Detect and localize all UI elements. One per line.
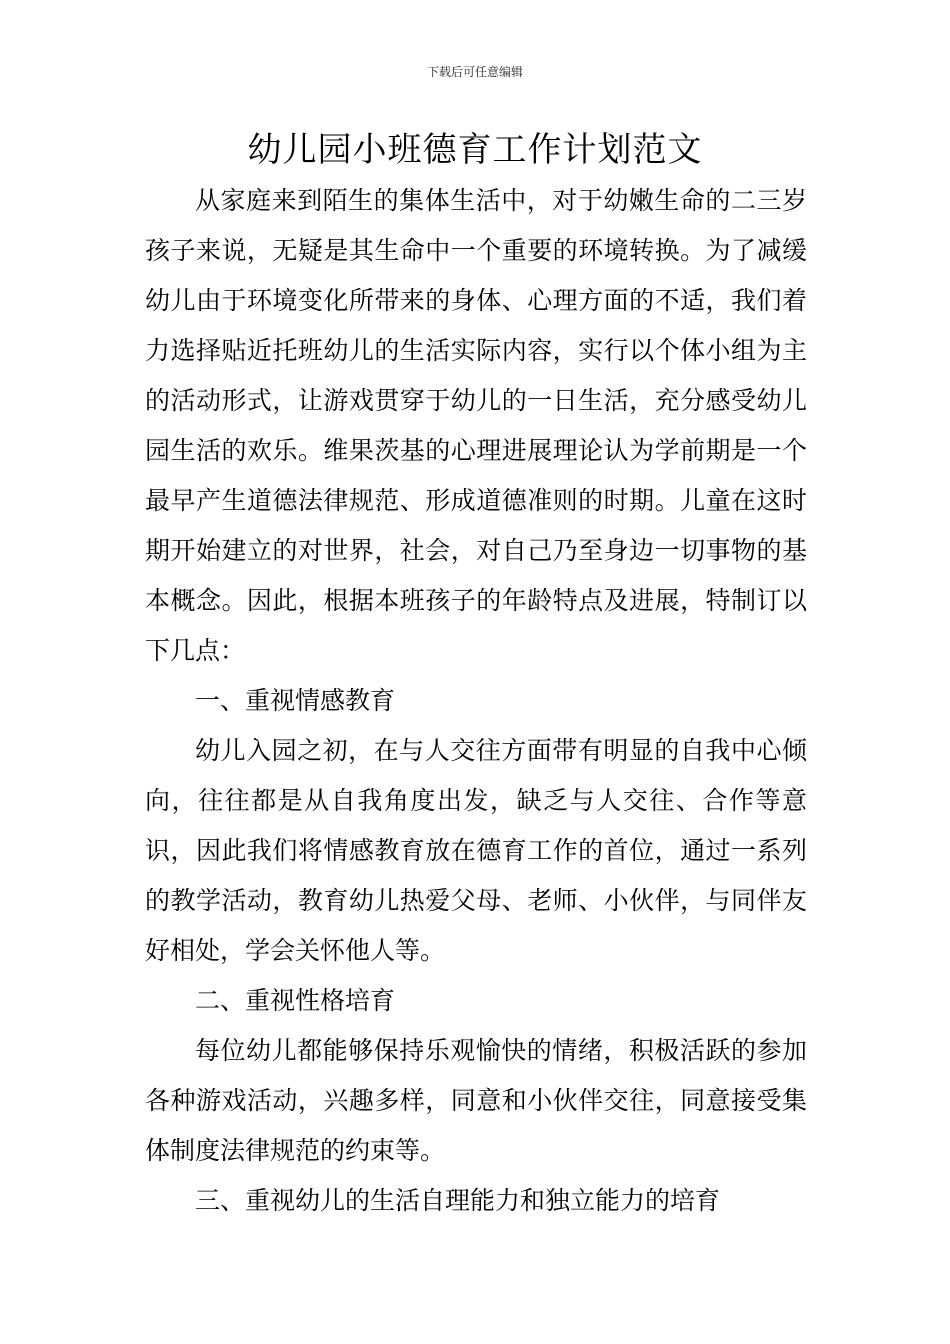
document-body bbox=[145, 176, 807, 1226]
intro-paragraph: 从家庭来到陌生的集体生活中，对于幼嫩生命的二三岁孩子来说，无疑是其生命中一个重要的环境转换。为了减缓幼儿由于环境变化所带来的身体、心理方面的不适，我们着力选择贴近托班幼儿的生活实际内容，实行以个体小组为主的活动形式，让游戏贯穿于幼儿的一日生活，充分感受幼儿园生活的欢乐。维果茨基的心理进展理论认为学前期是一个最早产生道德法律规范、形成道德准则的时期。儿童在这时期开始建立的对世界，社会，对自己乃至身边一切事物的基本概念。因此，根据本班孩子的年龄特点及进展，特制订以下几点： bbox=[145, 186, 807, 665]
section-heading-emotional-education: 一、重视情感教育 bbox=[195, 686, 396, 715]
section-heading-character-cultivation: 二、重视性格培育 bbox=[195, 986, 396, 1015]
section-paragraph-emotional-education: 幼儿入园之初，在与人交往方面带有明显的自我中心倾向，往往都是从自我角度出发，缺乏与人交往、合作等意识，因此我们将情感教育放在德育工作的首位，通过一系列的教学活动，教育幼儿热爱父母、老师、小伙伴，与同伴友好相处，学会关怀他人等。 bbox=[145, 736, 807, 965]
header-note: 下载后可任意编辑 bbox=[426, 65, 523, 79]
document-title: 幼儿园小班德育工作计划范文 bbox=[247, 130, 703, 170]
section-heading-self-care-ability: 三、重视幼儿的生活自理能力和独立能力的培育 bbox=[195, 1186, 721, 1215]
section-paragraph-character-cultivation: 每位幼儿都能够保持乐观愉快的情绪，积极活跃的参加各种游戏活动，兴趣多样，同意和小伙伴交往，同意接受集体制度法律规范的约束等。 bbox=[145, 1036, 807, 1165]
